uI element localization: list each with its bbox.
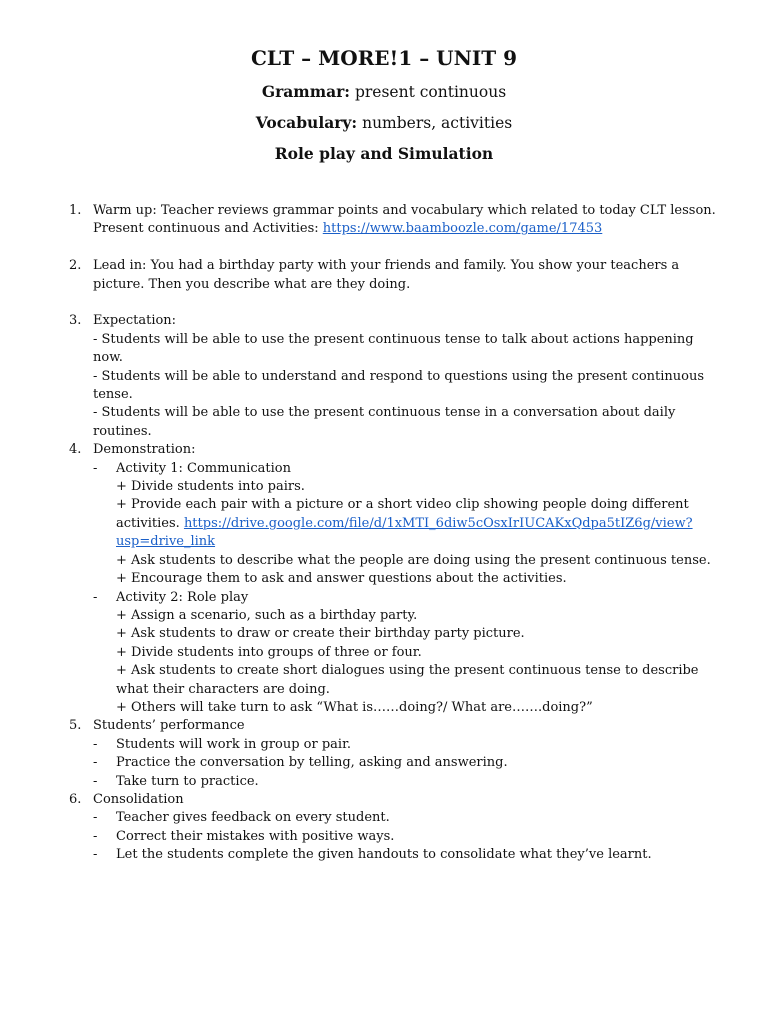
- activity-step-link-line-2: [116, 533, 748, 551]
- activity-step: + Ask students to draw or create their birthday party picture.: [116, 626, 525, 642]
- dash-bullet: -: [93, 736, 98, 752]
- grammar-label: Grammar:: [261, 82, 351, 101]
- expectation-heading: Expectation:: [93, 313, 177, 329]
- list-item-text: Practice the conversation by telling, asking and answering.: [116, 755, 508, 771]
- activity-step: + Divide students into groups of three or four.: [116, 644, 422, 660]
- expectation-line: - Students will be able to understand and respond to questions using the present continuous: [93, 368, 705, 384]
- list-item-text: Correct their mistakes with positive ways.: [116, 828, 395, 844]
- warm-up-text-2-label: Present continuous and Activities:: [93, 221, 323, 237]
- activity-step: + Divide students into pairs.: [116, 479, 305, 495]
- subtitle: Role play and Simulation: [274, 144, 494, 163]
- dash-bullet: -: [93, 828, 98, 844]
- section-lead-in: [0, 257, 768, 294]
- list-item-text: Take turn to practice.: [116, 773, 259, 789]
- dash-bullet: -: [93, 810, 98, 826]
- activity-2-title: Activity 2: Role play: [116, 589, 249, 605]
- section-warm-up: [0, 202, 768, 239]
- activity-step: what their characters are doing.: [116, 681, 330, 697]
- activity-step: + Ask students to describe what the people are doing using the present continuous tense.: [116, 552, 711, 568]
- google-drive-link[interactable]: https://drive.google.com/file/d/1xMTI_6diw5cOsxIrIUCAKxQdpa5tIZ6g/view?: [183, 515, 693, 531]
- activity-step-link-line: [116, 515, 748, 533]
- dash-bullet: -: [93, 773, 98, 789]
- activity-1: [93, 460, 748, 589]
- lead-in-text-2: picture. Then you describe what are they doing.: [93, 276, 411, 292]
- expectation-line: tense.: [93, 387, 133, 403]
- list-item-text: Teacher gives feedback on every student.: [116, 810, 390, 826]
- section-number: 3.: [69, 313, 82, 329]
- demonstration-heading: Demonstration:: [93, 442, 196, 458]
- list-item: [93, 828, 748, 846]
- vocabulary-line: [0, 113, 768, 133]
- lead-in-text: Lead in: You had a birthday party with your friends and family. You show your teachers a: [93, 258, 680, 274]
- section-performance: [0, 717, 768, 791]
- section-number: 1.: [69, 203, 82, 218]
- activity-1-title: Activity 1: Communication: [116, 460, 291, 476]
- activity-step: + Others will take turn to ask “What is……doing?/ What are…….doing?”: [116, 699, 593, 715]
- google-drive-link-cont[interactable]: usp=drive_link: [116, 534, 216, 550]
- expectation-line: routines.: [93, 423, 152, 439]
- list-item-text: Students will work in group or pair.: [116, 736, 352, 752]
- expectation-line: now.: [93, 350, 123, 366]
- list-item-text: Let the students complete the given handouts to consolidate what they’ve learnt.: [116, 847, 652, 863]
- grammar-value: present continuous: [350, 83, 507, 101]
- section-number: 2.: [69, 258, 82, 274]
- list-item: [93, 773, 748, 791]
- section-number: 6.: [69, 791, 82, 807]
- activity-step: + Ask students to create short dialogues using the present continuous tense to describe: [116, 663, 699, 679]
- list-item: [93, 846, 748, 864]
- grammar-line: [0, 82, 768, 102]
- performance-heading: Students’ performance: [93, 718, 245, 734]
- activity-step: + Encourage them to ask and answer questions about the activities.: [116, 571, 567, 587]
- lesson-plan-list: [0, 202, 768, 865]
- baamboozle-link[interactable]: https://www.baamboozle.com/game/17453: [322, 221, 603, 237]
- activity-step-text: activities.: [116, 515, 184, 531]
- vocabulary-value: numbers, activities: [357, 114, 513, 132]
- section-expectation: [0, 312, 768, 441]
- list-item: [93, 809, 748, 827]
- expectation-line: - Students will be able to use the present continuous tense in a conversation about daily: [93, 405, 676, 421]
- activity-step: + Provide each pair with a picture or a short video clip showing people doing different: [116, 497, 689, 513]
- section-consolidation: [0, 791, 768, 865]
- vocabulary-label: Vocabulary:: [255, 113, 358, 132]
- dash-bullet: -: [93, 755, 98, 771]
- section-number: 4.: [69, 442, 82, 458]
- dash-bullet: -: [93, 847, 98, 863]
- list-item: [93, 736, 748, 754]
- warm-up-text: Warm up: Teacher reviews grammar points and vocabulary which related to today CLT lesson.: [93, 203, 716, 218]
- dash-bullet: -: [93, 589, 98, 605]
- section-demonstration: [0, 441, 768, 717]
- activity-step: + Assign a scenario, such as a birthday party.: [116, 607, 418, 623]
- activity-2: [93, 589, 748, 718]
- expectation-line: - Students will be able to use the present continuous tense to talk about actions happening: [93, 331, 694, 347]
- warm-up-text-2: [93, 220, 748, 238]
- page-title: CLT – MORE!1 – UNIT 9: [250, 46, 518, 70]
- list-item: [93, 754, 748, 772]
- section-number: 5.: [69, 718, 82, 734]
- consolidation-heading: Consolidation: [93, 791, 184, 807]
- dash-bullet: -: [93, 460, 98, 476]
